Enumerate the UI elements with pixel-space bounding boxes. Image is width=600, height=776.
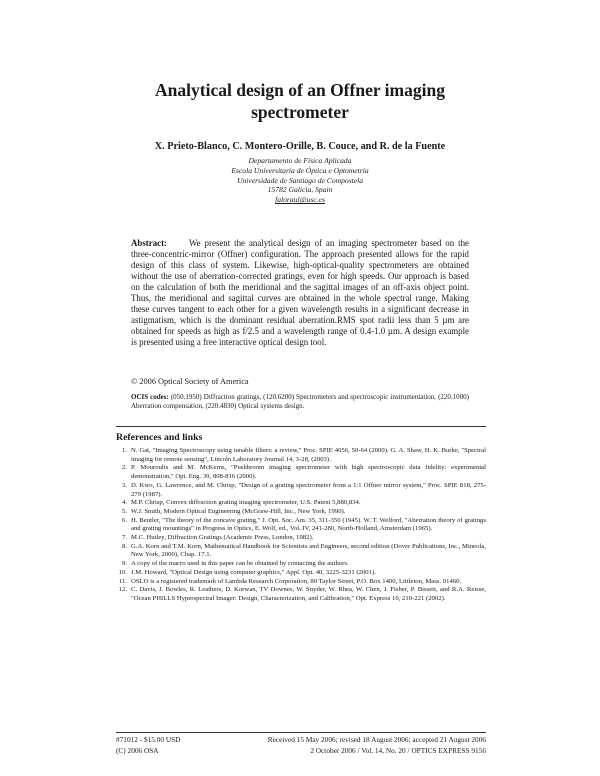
reference-text: J.M. Howard, "Optical Design using computer graphics," Appl. Opt. 40, 3225-3231 (2001). — [131, 568, 376, 576]
divider-top — [116, 426, 486, 427]
ocis-codes — [131, 393, 469, 411]
affiliation-line: 15782 Galicia, Spain — [267, 185, 333, 195]
received-dates: Received 15 May 2006; revised 18 August 2006; accepted 21 August 2006 — [267, 735, 486, 744]
reference-number: 3. — [121, 481, 127, 489]
reference-number: 12. — [118, 586, 127, 594]
reference-number: 10. — [118, 568, 127, 576]
reference-item — [116, 560, 486, 569]
paper-title — [0, 79, 600, 123]
abstract-label: Abstract: — [131, 238, 167, 248]
reference-item — [116, 508, 486, 517]
reference-text: N. Gat, "Imaging Spectroscopy using tunable filters: a review," Proc. SPIE 4056, 50-64 (2000). G. A. Shaw, H. K. Burke, "Spectral imaging for remote sensing", Lincoln Laboratory Journal 14, 3-28, (2003). — [131, 447, 486, 463]
reference-item — [116, 569, 486, 578]
reference-item — [116, 482, 486, 499]
reference-number: 6. — [121, 516, 127, 524]
reference-text: P. Mouroulis and M. McKerns, "Pushbroom imaging spectrometer with high spectroscopic data fidelity: experimental demonstration," Opt. Eng. 39, 808-816 (2000). — [131, 464, 486, 481]
reference-item — [116, 464, 486, 481]
reference-list — [116, 447, 486, 604]
affiliation-block — [0, 156, 600, 205]
title-line-1: Analytical design of an Offner imaging — [155, 80, 445, 100]
reference-item — [116, 578, 486, 587]
affiliation-line: Departamento de Física Aplicada — [248, 156, 352, 165]
abstract-text: We present the analytical design of an imaging spectrometer based on the three-concentric-mirror (Offner) configuration. The approach presented allows for the rapid design of this class of system. Likewise, high-optical-quality spectrometers are obtained without the use of aberration-corrected gratings, even for high speeds. Our approach is based on the calculation of both the meridional and the sagittal images of an off-axis object point. Thus, the meridional and sagittal curves are obtained in the whole spectral range. Making these curves tangent to each other for a given wavelength results in a significant decrease in astigmatism, which is the dominant residual aberration.RMS spot radii less than 5 µm are obtained for speeds as high as f/2.5 and a wavelength range of 0.4-1.0 µm. A design example is presented using a free interactive optical design tool. — [131, 238, 469, 347]
footer-copyright: (C) 2006 OSA — [116, 746, 159, 755]
ocis-text: (050.1950) Diffraction gratings, (120.6200) Spectrometers and spectroscopic instrumentation, (220.1000) Aberration compensation, (220.4830) Optical systems design. — [131, 393, 469, 411]
reference-item — [116, 499, 486, 508]
reference-item — [116, 534, 486, 543]
reference-item — [116, 543, 486, 560]
reference-text: A copy of the macro used in this paper can be obtained by contacting the authors. — [131, 560, 349, 568]
reference-number: 1. — [121, 447, 127, 454]
reference-text: H. Beutler, "The theory of the concave grating," J. Opt. Soc. Am. 35, 311-350 (1945). W. T. Welford, "Aberration theory of gratings and grating mountings" in Progress in Optics, E. Wolf, ed., Vol. IV, 241-280, North-Holland, Amsterdam (1965). — [131, 516, 486, 533]
email-link[interactable]: faloraul@usc.es — [275, 195, 325, 205]
reference-number: 9. — [121, 560, 127, 568]
reference-text: OSLO is a registered trademark of Lambda Research Corporation, 80 Taylor Street, P.O. Box 1400, Littleton, Mass. 01460. — [131, 577, 462, 585]
reference-number: 11. — [118, 577, 127, 585]
reference-text: W.J. Smith, Modern Optical Engineering (McGraw-Hill, Inc., New York, 1990). — [131, 507, 346, 515]
reference-item — [116, 517, 486, 534]
reference-number: 8. — [121, 542, 127, 550]
ocis-label: OCIS codes: — [131, 393, 169, 401]
reference-number: 2. — [121, 464, 127, 472]
abstract — [131, 238, 469, 348]
journal-citation: 2 October 2006 / Vol. 14, No. 20 / OPTICS EXPRESS 9156 — [310, 746, 486, 755]
reference-text: G.A. Korn and T.M. Korn, Mathematical Handbook for Scientists and Engineers, second edition (Dover Publications, Inc., Mineola, New York, 2000), Chap. 17.1. — [131, 542, 486, 559]
reference-text: C. Davis, J. Bowles, R. Leathers, D. Korwan, TV Downes, W. Snyder, W. Rhea, W. Chen, J. Fisher, P. Bissett, and R.A. Reisse, "Ocean PHILLS Hyperspectral Imager: Design, Characterization, and Calibration," Opt. Express 10, 210-221 (2002). — [131, 586, 486, 602]
reference-number: 7. — [121, 534, 127, 542]
reference-text: M.P. Chrisp, Convex diffraction grating imaging spectrometer, U.S. Patent 5,880,834. — [131, 499, 361, 507]
references-heading: References and links — [116, 432, 203, 443]
reference-item — [116, 586, 486, 603]
divider-footer — [116, 732, 486, 733]
reference-number: 4. — [121, 499, 127, 507]
manuscript-price: #71012 - $15.00 USD — [116, 735, 181, 744]
affiliation-line: Universidade de Santiago de Compostela — [236, 175, 364, 185]
copyright-notice: © 2006 Optical Society of America — [131, 377, 249, 386]
reference-text: D. Kwo, G. Lawrence, and M. Chrisp, "Design of a grating spectrometer from a 1:1 Offner mirror system," Proc. SPIE 818, 275-279 (1987). — [131, 481, 486, 498]
author-list: X. Prieto-Blanco, C. Montero-Orille, B. Couce, and R. de la Fuente — [154, 141, 446, 152]
reference-number: 5. — [121, 507, 127, 515]
title-line-2: spectrometer — [251, 102, 349, 122]
reference-text: M.C. Hutley, Diffraction Gratings (Academic Press, London, 1982). — [131, 534, 314, 542]
affiliation-line: Escola Universitaria de Óptica e Optometría — [231, 165, 369, 175]
reference-item — [116, 447, 486, 464]
